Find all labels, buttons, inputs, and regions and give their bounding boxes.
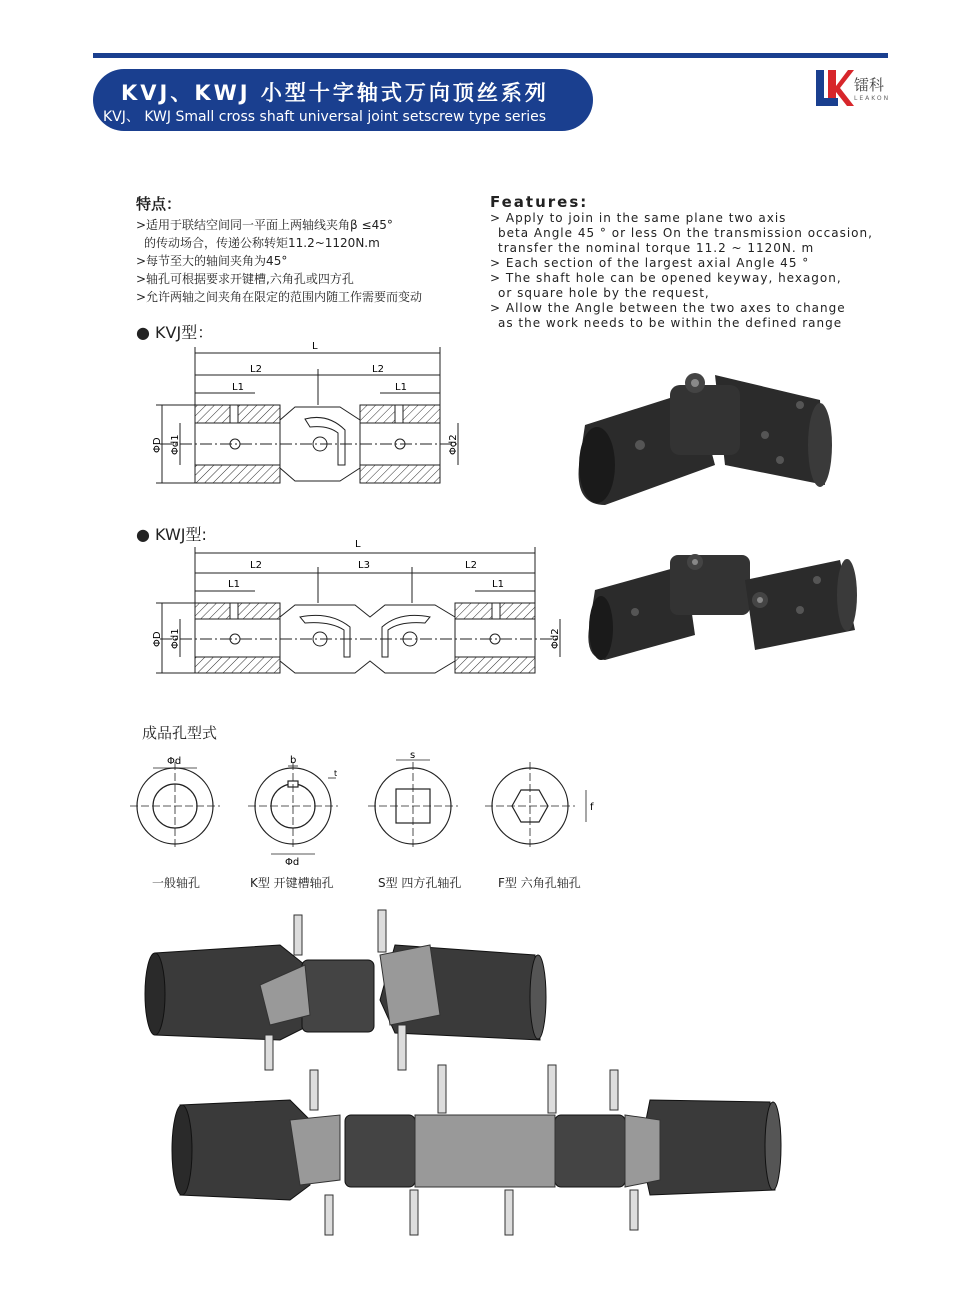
bore-square-dim: s — [410, 750, 416, 761]
kvj-dim-L2b: L2 — [372, 364, 384, 375]
title-cn: KVJ、KWJ 小型十字轴式万向顶丝系列 — [121, 81, 549, 105]
bore-types-title: 成品孔型式 — [142, 724, 218, 742]
bore-caption-square: S型 四方孔轴孔 — [378, 876, 462, 890]
kwj-dim-L2b: L2 — [465, 560, 477, 571]
kwj-product-photo — [585, 540, 865, 670]
kvj-dim-d1: Φd1 — [170, 434, 181, 455]
kwj-dim-L3: L3 — [358, 560, 370, 571]
features-cn — [136, 193, 422, 306]
features-en-line: > Each section of the largest axial Angle 45 ° — [490, 256, 810, 270]
kwj-technical-drawing — [140, 535, 580, 695]
kvj-dim-D: ΦD — [152, 437, 163, 453]
features-en-line: > Allow the Angle between the two axes to change — [490, 301, 846, 315]
kwj-dim-d1: Φd1 — [170, 628, 181, 649]
kvj-dim-L2a: L2 — [250, 364, 262, 375]
kwj-dim-L1a: L1 — [228, 579, 240, 590]
logo-text-en: LEAKON — [854, 95, 891, 102]
kwj-exploded-view — [170, 1060, 790, 1240]
title-en: KVJ、 KWJ Small cross shaft universal joint setscrew type series — [103, 109, 547, 125]
kwj-dim-d2: Φd2 — [550, 628, 561, 649]
kwj-dim-D: ΦD — [152, 631, 163, 647]
bore-hex-dim: f — [590, 802, 594, 813]
kvj-dim-L1b: L1 — [395, 382, 407, 393]
bore-key-dim-t: t — [334, 769, 338, 778]
features-cn-heading: 特点： — [136, 195, 182, 213]
kvj-dim-L: L — [312, 341, 318, 352]
features-cn-line: >每节至大的轴间夹角为45° — [136, 254, 288, 268]
features-en-heading: Features: — [490, 193, 589, 211]
features-cn-line: 的传动场合，传递公称转矩11.2~1120N.m — [144, 236, 380, 250]
features-en-line: beta Angle 45 ° or less On the transmission occasion, — [498, 226, 873, 240]
bore-general-dim: Φd — [167, 756, 182, 767]
features-cn-line: >允许两轴之间夹角在限定的范围内随工作需要而变动 — [136, 290, 423, 304]
bore-caption-hex: F型 六角孔轴孔 — [498, 876, 581, 890]
features-en-line: > The shaft hole can be opened keyway, hexagon, — [490, 271, 842, 285]
features-en-line: as the work needs to be within the defined range — [498, 316, 843, 330]
features-en-line: > Apply to join in the same plane two axis — [490, 211, 787, 225]
top-rule — [93, 53, 888, 58]
bore-caption-general: 一般轴孔 — [152, 876, 201, 890]
kvj-technical-drawing — [140, 335, 480, 495]
logo-mark-icon — [814, 68, 854, 112]
features-cn-line: >轴孔可根据要求开键槽,六角孔或四方孔 — [136, 272, 354, 286]
kvj-dim-d2: Φd2 — [448, 434, 459, 455]
kwj-dim-L2a: L2 — [250, 560, 262, 571]
kwj-dim-L: L — [355, 539, 361, 550]
features-en-line: or square hole by the request, — [498, 286, 710, 300]
bore-key-dim-b: b — [290, 755, 297, 766]
kvj-label: ● KVJ型： — [136, 323, 214, 342]
kvj-dim-L1a: L1 — [232, 382, 244, 393]
features-en — [490, 193, 873, 331]
title-banner — [93, 69, 593, 131]
brand-logo — [814, 68, 894, 112]
features-cn-line: >适用于联结空间同一平面上两轴线夹角β ≤45° — [136, 218, 393, 232]
bore-caption-keyway: K型 开键槽轴孔 — [250, 876, 334, 890]
logo-text-cn: 镭科 — [854, 76, 885, 94]
bore-types-drawing — [130, 748, 610, 868]
kvj-exploded-view — [140, 905, 560, 1075]
bore-key-dim-d: Φd — [285, 857, 300, 868]
kwj-dim-L1b: L1 — [492, 579, 504, 590]
kvj-product-photo — [575, 365, 835, 525]
kwj-label: ● KWJ型: — [136, 525, 207, 544]
features-en-line: transfer the nominal torque 11.2 ~ 1120N. m — [498, 241, 815, 255]
